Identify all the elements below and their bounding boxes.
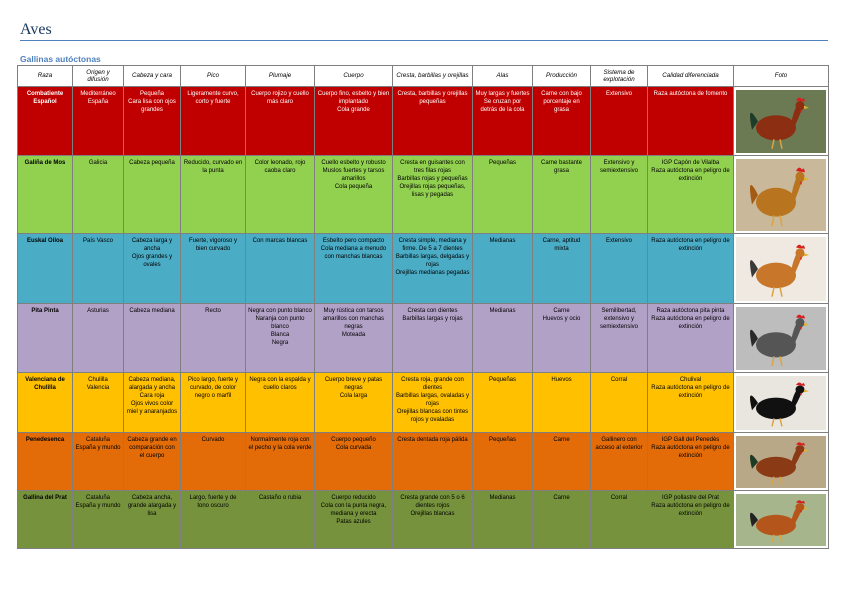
- cell-produccion: [533, 156, 591, 234]
- cell-sistema: [591, 234, 648, 304]
- header-plumaje: Plumaje: [246, 66, 315, 87]
- header-cabeza: Cabeza y cara: [124, 66, 181, 87]
- cell-line: Ligeramente curvo, corto y fuerte: [187, 91, 239, 106]
- cell-line: Naranja con punto blanco: [255, 316, 305, 331]
- cell-line: Semilibertad, extensivo y semiextensivo: [599, 308, 638, 331]
- cell-line: Cabeza mediana: [129, 308, 175, 314]
- cell-pico: [181, 304, 246, 373]
- cell-plumaje: [246, 304, 315, 373]
- cell-line: Negra: [271, 340, 289, 347]
- cell-raza: Galiña de Mos: [18, 156, 73, 234]
- table-body: [18, 87, 829, 549]
- cell-origen: [73, 156, 124, 234]
- cell-alas: [473, 304, 533, 373]
- cell-line: Pequeña: [139, 91, 165, 97]
- cell-calidad: [648, 491, 734, 549]
- cell-alas: [473, 433, 533, 491]
- table-row: [18, 491, 829, 549]
- cell-line: Corral: [610, 495, 628, 501]
- cell-line: Extensivo y semiextensivo: [599, 160, 638, 175]
- cell-line: Pequeñas: [488, 437, 517, 443]
- rooster-photo: [736, 237, 826, 301]
- cell-cresta: [393, 433, 473, 491]
- cell-calidad: [648, 373, 734, 433]
- cell-line: Extensivo: [605, 91, 632, 97]
- cell-line: Cuerpo pequeño: [331, 437, 376, 443]
- cell-line: Ojos vivos color miel y anaranjados: [126, 401, 178, 416]
- cell-line: País Vasco: [83, 238, 113, 244]
- cell-foto: [734, 156, 829, 234]
- hen-photo: [736, 159, 826, 231]
- cell-line: Cola pequeña: [334, 184, 373, 191]
- breeds-table: [17, 65, 829, 549]
- cell-line: Carne con bajo porcentaje en grasa: [541, 91, 582, 114]
- cell-sistema: [591, 304, 648, 373]
- cell-sistema: [591, 433, 648, 491]
- cell-line: Barbillas largas, ovaladas y rojas: [395, 393, 470, 408]
- cell-line: Cabeza larga y ancha: [131, 238, 173, 253]
- cell-produccion: [533, 373, 591, 433]
- cell-pico: [181, 234, 246, 304]
- cell-line: Asturias: [87, 308, 109, 314]
- header-origen: Origen y difusión: [73, 66, 124, 87]
- cell-line: Orejillas blancas: [410, 511, 455, 518]
- cell-cresta: [393, 156, 473, 234]
- cell-foto: [734, 491, 829, 549]
- rooster-photo: [736, 436, 826, 488]
- cell-line: Barbillas rojas y pequeñas: [397, 176, 468, 183]
- cell-line: Recto: [205, 308, 221, 314]
- cell-line: Cresta simple, mediana y firme. De 5 a 7 dientes: [398, 238, 467, 253]
- table-row: [18, 304, 829, 373]
- cell-plumaje: [246, 156, 315, 234]
- cell-alas: [473, 373, 533, 433]
- cell-line: Medianas: [489, 308, 516, 314]
- cell-line: Blanca: [270, 332, 290, 339]
- cell-line: Cabeza ancha, grande alargada y lisa: [127, 495, 177, 518]
- cell-line: Cataluña: [85, 495, 111, 501]
- cell-line: Carne: [553, 308, 570, 314]
- cell-line: Cuello esbelto y robusto: [321, 160, 386, 166]
- cell-origen: [73, 491, 124, 549]
- table-row: [18, 373, 829, 433]
- header-pico: Pico: [181, 66, 246, 87]
- cell-line: Cresta, barbillas y orejillas pequeñas: [397, 91, 468, 106]
- cell-line: Negra con punto blanco: [248, 308, 312, 314]
- cell-cuerpo: [315, 234, 393, 304]
- cell-sistema: [591, 156, 648, 234]
- cell-line: Cabeza grande en comparación con el cuerpo: [127, 437, 177, 460]
- cell-raza: Valenciana de Chulilla: [18, 373, 73, 433]
- cell-line: España y mundo: [75, 503, 121, 510]
- header-produccion: Producción: [533, 66, 591, 87]
- cell-cabeza: [124, 373, 181, 433]
- cell-plumaje: [246, 87, 315, 156]
- cell-line: Muy rústica con tarsos amarillos con manchas negras: [322, 308, 385, 331]
- black-rooster-photo: [736, 376, 826, 430]
- cell-plumaje: [246, 234, 315, 304]
- table-row: [18, 156, 829, 234]
- cell-line: Extensivo: [605, 238, 632, 244]
- cell-line: Pico largo, fuerte y curvado, de color negro o marfil: [187, 377, 239, 400]
- table-row: [18, 234, 829, 304]
- speckled-hen-photo: [736, 307, 826, 370]
- cell-produccion: [533, 234, 591, 304]
- cell-cabeza: [124, 156, 181, 234]
- cell-raza: Gallina del Prat: [18, 491, 73, 549]
- title-rule: [20, 40, 828, 41]
- cell-line: Huevos y ocio: [542, 316, 581, 323]
- cell-line: Moteada: [341, 332, 366, 339]
- section-subtitle: Gallinas autóctonas: [20, 54, 101, 64]
- rooster-photo: [736, 90, 826, 153]
- cell-origen: [73, 433, 124, 491]
- cell-line: Cresta con dientes: [407, 308, 458, 314]
- cell-cabeza: [124, 491, 181, 549]
- cell-line: Raza autóctona en peligro de extinción: [651, 168, 730, 183]
- cell-line: Muslos fuertes y tarsos amarillos: [322, 168, 385, 183]
- header-cuerpo: Cuerpo: [315, 66, 393, 87]
- cell-produccion: [533, 87, 591, 156]
- cell-produccion: [533, 491, 591, 549]
- cell-line: Barbillas largas, delgadas y rojas: [395, 254, 470, 269]
- cell-calidad: [648, 156, 734, 234]
- cell-foto: [734, 373, 829, 433]
- cell-line: Cuerpo breve y patas negras: [324, 377, 383, 392]
- cell-line: Cuerpo rojizo y cuello más claro: [251, 91, 309, 106]
- cell-alas: [473, 87, 533, 156]
- table-row: [18, 87, 829, 156]
- cell-line: Cola grande: [337, 107, 370, 114]
- cell-line: Cresta en guisantes con tres filas rojas: [400, 160, 465, 175]
- cell-line: Carne, aptitud mixta: [542, 238, 581, 253]
- cell-pico: [181, 433, 246, 491]
- cell-line: Fuerte, vigoroso y bien curvado: [188, 238, 238, 253]
- rooster-photo: [736, 494, 826, 546]
- cell-line: Se cruzan por detrás de la cola: [480, 99, 525, 114]
- cell-cuerpo: [315, 87, 393, 156]
- cell-line: Carne bastante grasa: [540, 160, 583, 175]
- cell-line: Galicia: [88, 160, 108, 166]
- cell-calidad: [648, 304, 734, 373]
- cell-cuerpo: [315, 373, 393, 433]
- cell-line: España: [87, 99, 109, 106]
- cell-calidad: [648, 433, 734, 491]
- header-foto: Foto: [734, 66, 829, 87]
- cell-cresta: [393, 373, 473, 433]
- cell-line: Raza autóctona en peligro de extinción: [651, 385, 730, 400]
- header-calidad: Calidad diferenciada: [648, 66, 734, 87]
- cell-line: Cresta grande con 5 o 6 dientes rojos: [400, 495, 465, 510]
- cell-pico: [181, 373, 246, 433]
- cell-cabeza: [124, 304, 181, 373]
- header-sistema: Sistema de explotación: [591, 66, 648, 87]
- header-cresta: Cresta, barbillas y orejillas: [393, 66, 473, 87]
- cell-pico: [181, 156, 246, 234]
- cell-raza: Pita Pinta: [18, 304, 73, 373]
- cell-line: IGP Capón de Vilalba: [661, 160, 720, 166]
- cell-line: Chulilla: [88, 377, 108, 383]
- cell-alas: [473, 156, 533, 234]
- cell-line: Medianas: [489, 238, 516, 244]
- cell-line: Raza autóctona en peligro de extinción: [651, 445, 730, 460]
- cell-sistema: [591, 491, 648, 549]
- cell-sistema: [591, 373, 648, 433]
- cell-line: Cataluña: [85, 437, 111, 443]
- page-title: Aves: [20, 21, 52, 38]
- cell-line: Raza autóctona de fomento: [653, 91, 728, 97]
- cell-cresta: [393, 304, 473, 373]
- cell-cresta: [393, 491, 473, 549]
- table-row: [18, 433, 829, 491]
- cell-origen: [73, 373, 124, 433]
- cell-line: Huevos: [551, 377, 572, 383]
- cell-pico: [181, 87, 246, 156]
- cell-line: Curvado: [201, 437, 225, 443]
- cell-line: Negra con la espalda y cuello claros: [249, 377, 311, 392]
- cell-raza: Combatiente Español: [18, 87, 73, 156]
- cell-line: Ojos grandes y ovales: [131, 254, 173, 269]
- cell-line: Cabeza pequeña: [129, 160, 175, 166]
- cell-pico: [181, 491, 246, 549]
- cell-line: Cola mediana a menudo con manchas blancas: [320, 246, 387, 261]
- cell-foto: [734, 234, 829, 304]
- cell-line: Medianas: [489, 495, 516, 501]
- cell-line: Raza autóctona en peligro de extinción: [651, 316, 730, 331]
- cell-line: Patas azules: [336, 519, 371, 526]
- cell-cuerpo: [315, 304, 393, 373]
- cell-line: Esbelto pero compacto: [322, 238, 385, 244]
- cell-plumaje: [246, 433, 315, 491]
- cell-cabeza: [124, 234, 181, 304]
- cell-line: España y mundo: [75, 445, 121, 452]
- cell-origen: [73, 304, 124, 373]
- cell-cresta: [393, 234, 473, 304]
- cell-line: Corral: [610, 377, 628, 383]
- cell-plumaje: [246, 373, 315, 433]
- cell-produccion: [533, 433, 591, 491]
- cell-foto: [734, 433, 829, 491]
- cell-line: Pequeñas: [488, 377, 517, 383]
- cell-line: Pequeñas: [488, 160, 517, 166]
- cell-line: Color leonado, rojo caoba claro: [254, 160, 306, 175]
- cell-line: Raza autóctona en peligro de extinción: [651, 238, 730, 253]
- header-row: [18, 66, 829, 87]
- cell-line: Cresta roja, grande con dientes: [401, 377, 464, 392]
- cell-line: Cabeza mediana, alargada y ancha: [128, 377, 176, 392]
- cell-line: Carne: [553, 495, 570, 501]
- cell-line: Cola curvada: [335, 445, 372, 452]
- cell-calidad: [648, 87, 734, 156]
- cell-origen: [73, 234, 124, 304]
- cell-alas: [473, 234, 533, 304]
- cell-line: Orejillas medianas pegadas: [395, 270, 470, 277]
- cell-cabeza: [124, 433, 181, 491]
- cell-line: Cola con la punta negra, mediana y erecta: [320, 503, 387, 518]
- cell-alas: [473, 491, 533, 549]
- cell-cuerpo: [315, 156, 393, 234]
- cell-line: Cuerpo reducido: [331, 495, 376, 501]
- cell-cuerpo: [315, 433, 393, 491]
- cell-cuerpo: [315, 491, 393, 549]
- cell-sistema: [591, 87, 648, 156]
- cell-line: Carne: [553, 437, 570, 443]
- cell-line: Castaño o rubia: [258, 495, 302, 501]
- cell-line: Con marcas blancas: [252, 238, 308, 244]
- cell-cresta: [393, 87, 473, 156]
- cell-foto: [734, 87, 829, 156]
- cell-calidad: [648, 234, 734, 304]
- cell-line: Raza autóctona pita pinta: [656, 308, 725, 314]
- cell-line: Gallinero con acceso al exterior: [595, 437, 643, 452]
- cell-line: Cuerpo fino, esbelto y bien implantado: [317, 91, 390, 106]
- cell-line: Cara roja: [139, 393, 165, 400]
- header-alas: Alas: [473, 66, 533, 87]
- cell-foto: [734, 304, 829, 373]
- cell-line: Chulival: [679, 377, 702, 383]
- cell-line: Cara lisa con ojos grandes: [128, 99, 176, 114]
- cell-line: IGP pollastre del Prat: [662, 495, 719, 501]
- cell-origen: [73, 87, 124, 156]
- cell-line: Largo, fuerte y de tono oscuro: [189, 495, 237, 510]
- cell-produccion: [533, 304, 591, 373]
- cell-line: Orejillas rojas pequeñas, lisas y pegadas: [399, 184, 466, 199]
- cell-line: Mediterráneo: [80, 91, 116, 97]
- header-raza: Raza: [18, 66, 73, 87]
- cell-plumaje: [246, 491, 315, 549]
- cell-line: Valencia: [86, 385, 110, 392]
- cell-line: Cola larga: [339, 393, 368, 400]
- cell-raza: Euskal Oiloa: [18, 234, 73, 304]
- cell-raza: Penedesenca: [18, 433, 73, 491]
- cell-line: Orejillas blancas con tintes rojos y ovaladas: [396, 409, 469, 424]
- cell-line: Barbillas largas y rojas: [402, 316, 463, 323]
- cell-line: Normalmente roja con el pecho y la cola verde: [248, 437, 312, 452]
- cell-line: IGP Gall del Penedès: [661, 437, 720, 443]
- cell-cabeza: [124, 87, 181, 156]
- cell-line: Raza autóctona en peligro de extinción: [651, 503, 730, 518]
- cell-line: Muy largas y fuertes: [475, 91, 530, 97]
- cell-line: Cresta dentada roja pálida: [397, 437, 468, 443]
- cell-line: Reducido, curvado en la punta: [183, 160, 243, 175]
